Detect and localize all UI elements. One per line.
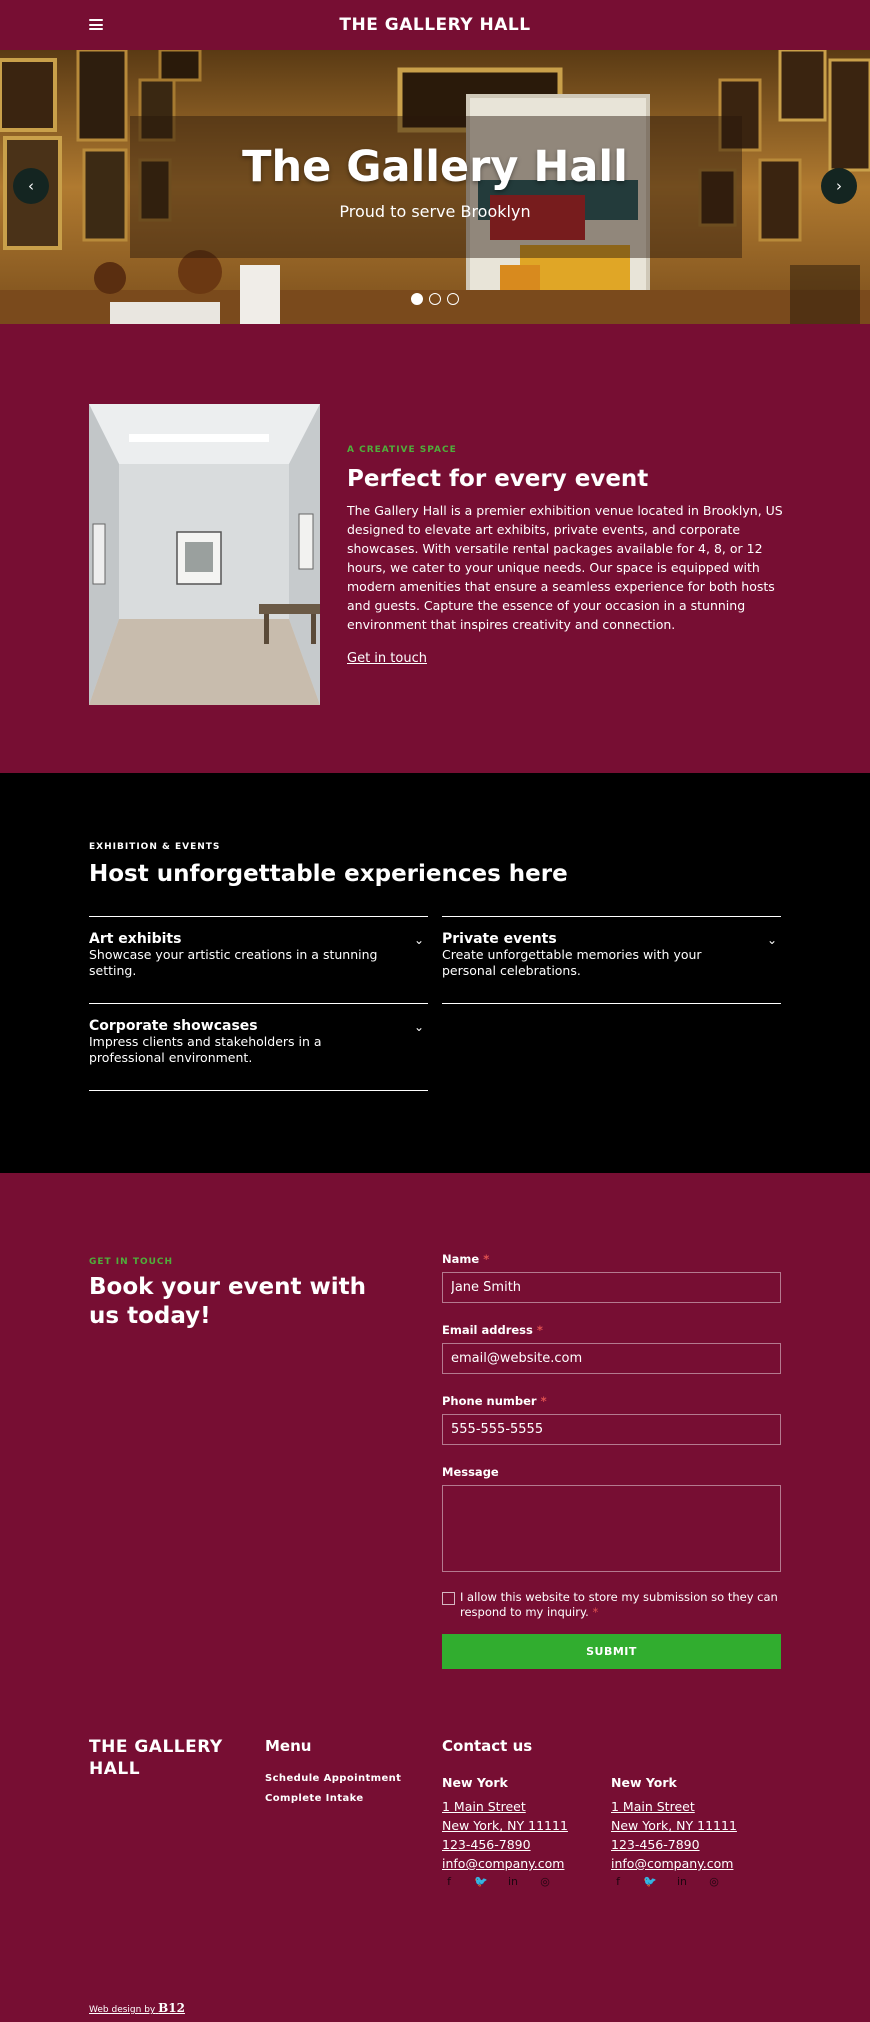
location-street[interactable]: 1 Main Street [442, 1799, 526, 1814]
designer-credit-link[interactable]: Web design by B12 [89, 2001, 185, 2015]
location-phone[interactable]: 123-456-7890 [611, 1837, 700, 1852]
b12-logo: B12 [158, 2001, 185, 2015]
submit-button[interactable]: SUBMIT [442, 1634, 781, 1669]
instagram-icon[interactable]: ◎ [540, 1875, 550, 1888]
footer-contact-heading: Contact us [442, 1737, 533, 1755]
contact-heading: Book your event with us today! [89, 1274, 367, 1329]
phone-label: Phone number * [442, 1394, 547, 1408]
social-links [611, 1875, 771, 1888]
phone-field[interactable] [442, 1414, 781, 1445]
message-label: Message [442, 1465, 499, 1479]
name-field[interactable] [442, 1272, 781, 1303]
chevron-down-icon[interactable]: ⌄ [413, 933, 424, 947]
location-phone[interactable]: 123-456-7890 [442, 1837, 531, 1852]
events-heading: Host unforgettable experiences here [89, 861, 568, 887]
location-1 [442, 1775, 602, 1888]
chevron-down-icon[interactable]: ⌄ [766, 933, 777, 947]
contact-eyebrow: GET IN TOUCH [89, 1257, 174, 1267]
name-label: Name * [442, 1252, 490, 1266]
twitter-icon[interactable]: 🐦 [643, 1875, 657, 1888]
carousel-dot-2[interactable] [429, 293, 441, 305]
accordion-description: Impress clients and stakeholders in a professional environment. [89, 1034, 322, 1065]
footer-link-schedule-appointment[interactable]: Schedule Appointment [265, 1773, 402, 1784]
carousel-dot-1[interactable] [411, 293, 423, 305]
location-citystate[interactable]: New York, NY 11111 [611, 1818, 737, 1833]
facebook-icon[interactable]: f [616, 1875, 620, 1888]
hero-subtitle: Proud to serve Brooklyn [339, 202, 531, 221]
consent-row [442, 1590, 781, 1620]
accordion-item-corporate-showcases[interactable] [89, 1003, 428, 1090]
instagram-icon[interactable]: ◎ [709, 1875, 719, 1888]
accordion-title: Art exhibits [89, 931, 182, 947]
location-citystate[interactable]: New York, NY 11111 [442, 1818, 568, 1833]
about-heading: Perfect for every event [347, 466, 649, 492]
location-city: New York [611, 1775, 677, 1790]
location-email[interactable]: info@company.com [611, 1856, 734, 1871]
carousel-next-button[interactable] [821, 168, 857, 204]
about-body: The Gallery Hall is a premier exhibition venue located in Brooklyn, US designed to elevate art exhibits, private events, and corporate showcases. With versatile rental packages available for 4, 8, or 12 hours, we cater to your unique needs. Our space is equipped with modern amenities that ensure a seamless experience for both hosts and guests. Capture the essence of your occasion in a stunning environment that inspires creativity and connection. [347, 503, 783, 632]
events-eyebrow: EXHIBITION & EVENTS [89, 842, 221, 852]
about-eyebrow: A CREATIVE SPACE [347, 445, 457, 455]
accordion-title: Private events [442, 931, 557, 947]
carousel-dot-3[interactable] [447, 293, 459, 305]
hero-title: The Gallery Hall [242, 142, 628, 192]
chevron-right-icon: › [836, 177, 842, 195]
carousel-dots [411, 293, 459, 305]
email-field[interactable] [442, 1343, 781, 1374]
gallery-room-image [89, 404, 320, 705]
location-city: New York [442, 1775, 508, 1790]
facebook-icon[interactable]: f [447, 1875, 451, 1888]
events-section [0, 773, 870, 1173]
carousel-prev-button[interactable] [13, 168, 49, 204]
footer-menu [265, 1773, 401, 1813]
twitter-icon[interactable]: 🐦 [474, 1875, 488, 1888]
divider [442, 1003, 781, 1004]
divider [89, 1090, 428, 1091]
get-in-touch-link[interactable]: Get in touch [347, 651, 427, 666]
linkedin-icon[interactable]: in [507, 1875, 519, 1888]
hero-carousel [0, 50, 870, 324]
site-header [0, 0, 870, 50]
location-street[interactable]: 1 Main Street [611, 1799, 695, 1814]
footer-brand[interactable]: THE GALLERY HALL [89, 1737, 223, 1779]
booking-form [442, 1252, 781, 1669]
accordion-item-art-exhibits[interactable] [89, 916, 428, 1003]
chevron-down-icon[interactable]: ⌄ [413, 1020, 424, 1034]
menu-icon[interactable] [89, 19, 103, 30]
location-email[interactable]: info@company.com [442, 1856, 565, 1871]
site-footer [0, 1678, 870, 2022]
social-links [442, 1875, 602, 1888]
consent-label: I allow this website to store my submission so they can respond to my inquiry. * [460, 1590, 778, 1619]
footer-link-complete-intake[interactable]: Complete Intake [265, 1793, 364, 1804]
footer-menu-heading: Menu [265, 1737, 312, 1755]
message-field[interactable] [442, 1485, 781, 1572]
site-title[interactable]: THE GALLERY HALL [339, 15, 531, 35]
contact-section [0, 1173, 870, 1678]
about-text [347, 445, 787, 666]
accordion-description: Showcase your artistic creations in a stunning setting. [89, 947, 378, 978]
location-2 [611, 1775, 771, 1888]
accordion-item-private-events[interactable] [442, 916, 781, 1003]
chevron-left-icon: ‹ [28, 177, 34, 195]
about-section [0, 324, 870, 773]
email-label: Email address * [442, 1323, 543, 1337]
consent-checkbox[interactable] [442, 1592, 455, 1605]
accordion-title: Corporate showcases [89, 1018, 258, 1034]
linkedin-icon[interactable]: in [676, 1875, 688, 1888]
accordion-description: Create unforgettable memories with your personal celebrations. [442, 947, 702, 978]
